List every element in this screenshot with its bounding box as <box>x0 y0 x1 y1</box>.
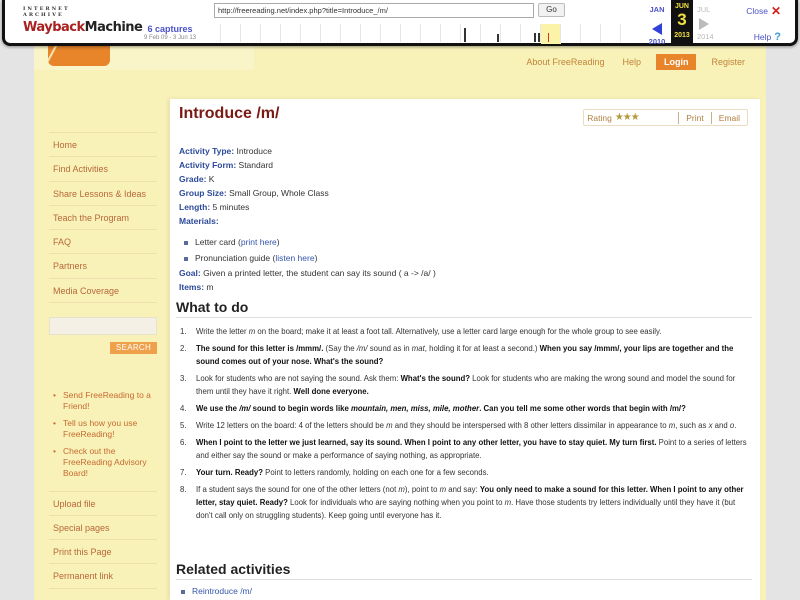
step-text: and they should be interspersed with 8 other letters dissimilar in appearance to <box>392 421 669 430</box>
step-item <box>180 372 748 398</box>
timeline-gridline <box>540 24 541 42</box>
meta-label: Items: <box>179 282 205 292</box>
step-text: m <box>504 498 512 507</box>
promo-tell-us[interactable]: • Tell us how you use FreeReading! <box>53 418 157 440</box>
step-text: When I point to the letter we just learned, say its sound. When I point to any other letter, you have to stay quiet. My turn first. <box>196 438 657 447</box>
step-text: x <box>708 421 713 430</box>
materials-list <box>183 234 436 266</box>
meta-grade <box>179 172 436 186</box>
wordmark-part-b: Machine <box>84 20 143 35</box>
sidebar-item-share-lessons[interactable]: Share Lessons & Ideas <box>49 182 157 206</box>
step-item <box>180 342 748 368</box>
step-number: 2. <box>180 344 187 353</box>
timeline-current-capture-bar[interactable] <box>548 33 549 42</box>
timeline-gridline <box>600 24 601 42</box>
internet-archive-text: INTERNET ARCHIVE <box>23 6 70 18</box>
help-link[interactable]: Help <box>622 57 641 67</box>
meta-value: 5 minutes <box>212 202 250 212</box>
step-text: m <box>398 485 405 494</box>
step-number: 6. <box>180 438 187 447</box>
step-number: 7. <box>180 468 187 477</box>
step-text: Look for individuals who are saying nothing when you point to <box>287 498 505 507</box>
timeline-gridline <box>360 24 361 42</box>
meta-value: K <box>208 174 215 184</box>
material-item: Pronunciation guide (listen here) <box>183 250 436 266</box>
close-icon[interactable]: ✕ <box>770 4 781 18</box>
meta-group-size <box>179 186 436 200</box>
rating-label: Rating <box>587 112 612 123</box>
meta-activity-form <box>179 158 436 172</box>
step-text: /m/ <box>356 344 368 353</box>
timeline-gridline <box>460 24 461 42</box>
step-number: 8. <box>180 485 187 494</box>
timeline-capture-bar[interactable] <box>538 33 540 42</box>
step-item <box>180 436 748 462</box>
captures-count[interactable]: 6 captures <box>147 24 193 34</box>
captures-info <box>139 24 201 41</box>
next-capture <box>697 5 725 41</box>
step-text: . Can you tell me some other words that begin with /m/? <box>479 404 686 413</box>
step-item <box>180 419 748 432</box>
email-button[interactable]: Email <box>711 112 747 124</box>
meta-label: Goal: <box>179 268 201 278</box>
step-text: mountain, men, miss, mile, mother <box>350 404 480 413</box>
promo-list <box>49 390 157 479</box>
timeline-capture-bar[interactable] <box>497 34 499 42</box>
article-actions <box>583 109 748 126</box>
step-text: The sound for this letter is /mmm/. <box>196 344 324 353</box>
help-label: Help <box>753 32 772 42</box>
meta-label: Materials: <box>179 216 219 226</box>
step-text: , such as <box>675 421 709 430</box>
step-text: sound to begin words like <box>250 404 351 413</box>
timeline-gridline <box>300 24 301 42</box>
next-arrow-icon <box>699 18 709 30</box>
meta-label: Length: <box>179 202 211 212</box>
timeline-current-year-highlight <box>541 24 561 44</box>
timeline-gridline <box>620 24 621 42</box>
step-text: sound as in <box>367 344 412 353</box>
sidebar-nav <box>49 132 157 303</box>
go-button[interactable]: Go <box>538 3 565 17</box>
wayback-toolbar <box>2 0 798 46</box>
listen-here-link[interactable]: listen here <box>275 253 315 263</box>
promo-advisory-board[interactable]: • Check out the FreeReading Advisory Board! <box>53 446 157 479</box>
step-text: ), point to <box>404 485 440 494</box>
meta-goal <box>179 266 436 280</box>
help-button[interactable] <box>754 31 781 43</box>
promo-send-friend[interactable]: • Send FreeReading to a Friend! <box>53 390 157 412</box>
timeline-gridline <box>380 24 381 42</box>
step-text: m <box>668 421 676 430</box>
page-frame <box>34 0 766 600</box>
about-link[interactable]: About FreeReading <box>526 57 605 67</box>
meta-value: Small Group, Whole Class <box>229 188 329 198</box>
meta-label: Activity Form: <box>179 160 237 170</box>
what-to-do-heading: What to do <box>176 299 752 318</box>
sidebar-item-teach-program[interactable]: Teach the Program <box>49 206 157 230</box>
meta-value: m <box>206 282 214 292</box>
meta-label: Grade: <box>179 174 207 184</box>
timeline-gridline <box>260 24 261 42</box>
top-nav <box>517 54 754 70</box>
meta-activity-type <box>179 144 436 158</box>
next-year: 2014 <box>697 32 714 41</box>
sidebar-item-partners[interactable]: Partners <box>49 254 157 278</box>
prev-month: JAN <box>649 5 665 14</box>
meta-length <box>179 200 436 214</box>
step-text: Well done everyone. <box>293 387 369 396</box>
register-link[interactable]: Register <box>711 57 745 67</box>
step-text: o <box>729 421 735 430</box>
step-text: Point to a series of letters and either say the sound or make a performance of saying nothing, as appropriate. <box>196 438 747 460</box>
step-item <box>180 466 748 479</box>
related-heading: Related activities <box>176 561 752 580</box>
next-month: JUL <box>697 5 711 14</box>
wordmark-part-a: Wayback <box>23 20 85 35</box>
meta-label: Activity Type: <box>179 146 235 156</box>
timeline-capture-bar[interactable] <box>534 33 536 42</box>
step-text: . Have those students try letters individually until they have it (but don't call only on struggling students). Keep going until everyone has it. <box>196 498 736 520</box>
toolbox-nav <box>49 491 157 589</box>
search-input[interactable] <box>49 317 157 335</box>
step-text: Point to letters randomly, holding on each one for a few seconds. <box>263 468 489 477</box>
step-text: /m/ <box>239 404 251 413</box>
prev-capture[interactable] <box>643 5 671 46</box>
page-title: Introduce /m/ <box>179 105 280 122</box>
sidebar-item-upload-file[interactable]: Upload file <box>49 492 157 516</box>
step-number: 5. <box>180 421 187 430</box>
rating-widget[interactable] <box>584 112 678 123</box>
step-text: m <box>386 421 393 430</box>
sidebar-item-special-pages[interactable]: Special pages <box>49 516 157 540</box>
meta-value: Introduce <box>236 146 272 156</box>
sidebar-item-find-activities[interactable]: Find Activities <box>49 157 157 181</box>
step-text: . <box>734 421 737 430</box>
close-toolbar-button[interactable] <box>746 4 781 18</box>
star-icon[interactable]: ★★★ <box>614 112 639 123</box>
search-button[interactable]: SEARCH <box>110 342 157 354</box>
step-item <box>180 483 748 522</box>
step-number: 1. <box>180 327 187 336</box>
activity-meta <box>179 144 436 294</box>
step-text: on the board; make it at least a foot tall. Alternatively, use a letter card large enough for the whole group to see easily. <box>255 327 662 336</box>
sidebar-item-media-coverage[interactable]: Media Coverage <box>49 279 157 303</box>
sidebar-item-faq[interactable]: FAQ <box>49 230 157 254</box>
timeline-gridline <box>280 24 281 42</box>
step-text: Look for students who are making the wrong sound and model the sound for them until they have it right. <box>196 374 736 396</box>
timeline-gridline <box>240 24 241 42</box>
steps-list <box>180 325 748 526</box>
wayback-url-input[interactable] <box>214 3 534 18</box>
timeline-gridline <box>520 24 521 42</box>
login-button[interactable]: Login <box>656 54 697 70</box>
month-navigator <box>641 0 731 46</box>
step-text: Write the letter <box>196 327 249 336</box>
meta-value: Given a printed letter, the student can say its sound ( a -> /a/ ) <box>203 268 436 278</box>
current-year: 2013 <box>674 32 690 39</box>
meta-label: Group Size: <box>179 188 227 198</box>
timeline-gridline <box>440 24 441 42</box>
close-label: Close <box>746 6 768 16</box>
sidebar-item-print-page[interactable]: Print this Page <box>49 540 157 564</box>
material-text: Pronunciation guide <box>195 253 271 263</box>
wayback-machine-wordmark <box>23 20 143 35</box>
prev-year: 2010 <box>648 37 666 46</box>
step-text: m <box>439 485 447 494</box>
sidebar-item-permanent-link[interactable]: Permanent link <box>49 564 157 588</box>
step-text: and <box>712 421 730 430</box>
captures-range: 9 Feb 09 - 3 Jun 13 <box>143 35 197 41</box>
related-list <box>180 586 252 596</box>
timeline-capture-bar[interactable] <box>464 28 466 42</box>
help-icon[interactable]: ? <box>774 31 781 43</box>
print-button[interactable]: Print <box>678 112 710 124</box>
step-text: , holding it for at least a second.) <box>424 344 540 353</box>
timeline-gridline <box>320 24 321 42</box>
step-text: We use the <box>196 404 240 413</box>
material-item: Letter card (print here) <box>183 234 436 250</box>
step-item <box>180 325 748 338</box>
print-here-link[interactable]: print here <box>240 237 277 247</box>
article-content <box>170 99 760 600</box>
step-number: 3. <box>180 374 187 383</box>
current-month: JUN <box>674 3 689 10</box>
timeline-gridline <box>340 24 341 42</box>
related-item <box>180 586 252 596</box>
sidebar <box>49 132 157 589</box>
current-capture <box>671 0 693 46</box>
meta-materials <box>179 214 436 228</box>
step-text: What's the sound? <box>400 374 471 383</box>
step-text: and say: <box>446 485 480 494</box>
capture-timeline[interactable] <box>210 22 634 44</box>
sidebar-item-home[interactable]: Home <box>49 133 157 157</box>
step-text: If a student says the sound for one of the other letters (not <box>196 485 399 494</box>
step-text: When you say /mmm/, your lips are together and the sound comes out of your nose. What's the sound? <box>196 344 734 366</box>
timeline-gridline <box>560 24 561 42</box>
wayback-logo[interactable] <box>23 6 143 35</box>
step-text: Your turn. Ready? <box>196 468 264 477</box>
step-text: Look for students who are not saying the sound. Ask them: <box>196 374 401 383</box>
current-day: 3 <box>677 10 687 29</box>
timeline-gridline <box>480 24 481 42</box>
related-link-reintroduce[interactable]: Reintroduce /m/ <box>192 586 252 596</box>
meta-items <box>179 280 436 294</box>
timeline-gridline <box>420 24 421 42</box>
step-text: m <box>248 327 256 336</box>
step-text: (Say the <box>323 344 357 353</box>
step-item <box>180 402 748 415</box>
step-text: Write 12 letters on the board: 4 of the letters should be <box>196 421 387 430</box>
timeline-gridline <box>580 24 581 42</box>
step-text: mat <box>411 344 425 353</box>
timeline-gridline <box>220 24 221 42</box>
timeline-gridline <box>500 24 501 42</box>
material-text: Letter card <box>195 237 236 247</box>
step-text: You only need to make a sound for this letter. When I point to any other letter, stay quiet. Ready? <box>196 485 744 507</box>
prev-arrow-icon[interactable] <box>652 23 662 35</box>
timeline-gridline <box>400 24 401 42</box>
step-number: 4. <box>180 404 187 413</box>
meta-value: Standard <box>238 160 274 170</box>
